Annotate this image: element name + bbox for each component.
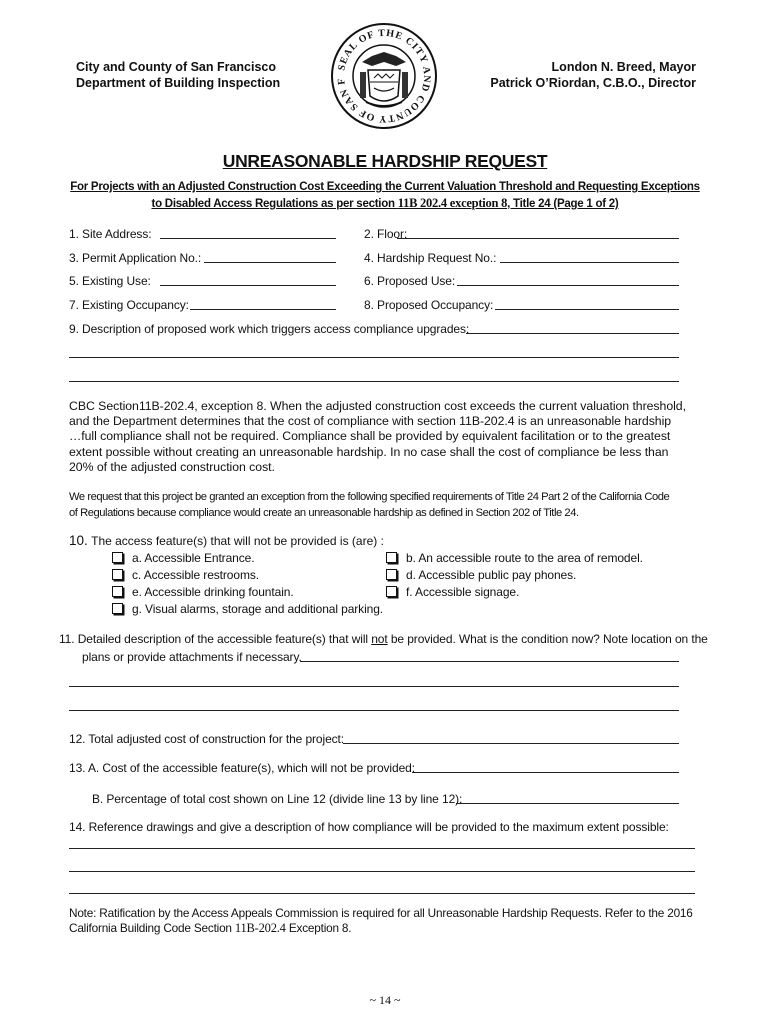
note-line-2 xyxy=(69,921,351,936)
request-line: of Regulations because compliance would create an unreasonable hardship as defined in Section 202 of Title 24. xyxy=(69,506,579,519)
city-seal-logo xyxy=(330,22,438,130)
page-number: ~ 14 ~ xyxy=(369,993,401,1007)
site-address-label: 1. Site Address: xyxy=(69,227,152,241)
q10-heading xyxy=(69,533,384,548)
option-d-label: d. Accessible public pay phones. xyxy=(406,568,577,582)
checkbox-icon[interactable] xyxy=(386,569,397,580)
svg-text:SEAL OF THE CITY AND COUNTY OF: SEAL OF THE CITY AND COUNTY OF SAN F xyxy=(335,27,433,125)
checkbox-icon[interactable] xyxy=(386,552,397,563)
option-g-label: g. Visual alarms, storage and additional parking. xyxy=(132,602,384,616)
percentage-field[interactable] xyxy=(456,803,679,804)
permit-application-label: 3. Permit Application No.: xyxy=(69,251,202,265)
note-text: California Building Code Section xyxy=(69,921,235,935)
work-description-label: 9. Description of proposed work which triggers access compliance upgrades: xyxy=(69,322,470,336)
total-cost-field[interactable] xyxy=(343,743,679,744)
proposed-use-field[interactable] xyxy=(457,285,679,286)
q13b-label: B. Percentage of total cost shown on Line 12 (divide line 13 by line 12): xyxy=(92,792,463,806)
option-a-label: a. Accessible Entrance. xyxy=(132,551,255,565)
option-c-label: c. Accessible restrooms. xyxy=(132,568,259,582)
note-text-end: Exception 8. xyxy=(285,921,352,935)
cbc-line: 20% of the adjusted construction cost. xyxy=(69,459,275,474)
header-mayor: London N. Breed, Mayor xyxy=(551,60,696,74)
permit-application-field[interactable] xyxy=(204,262,336,263)
q11-label-line-2: plans or provide attachments if necessary. xyxy=(82,650,302,664)
work-description-line-2[interactable] xyxy=(69,357,679,358)
q11-line-2[interactable] xyxy=(69,686,679,687)
option-e[interactable] xyxy=(112,585,294,599)
option-a[interactable] xyxy=(112,551,254,565)
option-f[interactable] xyxy=(386,585,519,599)
q11-text: 11. Detailed description of the accessible feature(s) that will xyxy=(59,632,372,646)
existing-use-field[interactable] xyxy=(160,285,336,286)
floor-label: 2. Floor: xyxy=(364,227,408,241)
q11-label xyxy=(59,632,708,646)
q12-label: 12. Total adjusted cost of construction for the project: xyxy=(69,732,345,746)
existing-use-label: 5. Existing Use: xyxy=(69,274,151,288)
q10-number: 10. xyxy=(69,533,88,548)
floor-field[interactable] xyxy=(397,238,679,239)
q14-line-2[interactable] xyxy=(69,871,695,872)
existing-occupancy-field[interactable] xyxy=(190,309,336,310)
feature-cost-field[interactable] xyxy=(412,772,679,773)
cbc-line: …full compliance shall not be required. Compliance shall be provided by equivalent facilitation or to the greatest xyxy=(69,429,671,444)
checkbox-icon[interactable] xyxy=(386,586,397,597)
proposed-occupancy-label: 8. Proposed Occupancy: xyxy=(364,298,494,312)
proposed-occupancy-field[interactable] xyxy=(495,309,679,310)
option-g[interactable] xyxy=(112,602,383,616)
header-agency-name: City and County of San Francisco xyxy=(76,60,277,74)
subtitle-page-ref: , Title 24 (Page 1 of 2) xyxy=(507,198,619,210)
option-e-label: e. Accessible drinking fountain. xyxy=(132,585,294,599)
q11-line-3[interactable] xyxy=(69,710,679,711)
hardship-request-field[interactable] xyxy=(500,262,679,263)
cbc-line: and the Department determines that the cost of compliance with section 11B-202.4 is an unreasonable hardship xyxy=(69,414,672,429)
q14-label: 14. Reference drawings and give a description of how compliance will be provided to the maximum extent possible: xyxy=(69,820,669,834)
proposed-use-label: 6. Proposed Use: xyxy=(364,274,456,288)
q10-label: The access feature(s) that will not be provided is (are) : xyxy=(91,534,384,548)
cbc-line: CBC Section11B-202.4, exception 8. When the adjusted construction cost exceeds the current valuation threshold, xyxy=(69,399,686,413)
q11-field[interactable] xyxy=(300,661,679,662)
option-c[interactable] xyxy=(112,568,259,582)
cbc-paragraph xyxy=(69,399,705,475)
q13a-label: 13. A. Cost of the accessible feature(s), which will not be provided: xyxy=(69,761,415,775)
q11-not: not xyxy=(371,632,388,646)
option-b[interactable] xyxy=(386,551,643,565)
option-f-label: f. Accessible signage. xyxy=(406,585,520,599)
existing-occupancy-label: 7. Existing Occupancy: xyxy=(69,298,189,312)
checkbox-icon[interactable] xyxy=(112,586,123,597)
header-director: Patrick O’Riordan, C.B.O., Director xyxy=(490,76,696,90)
note-section-ref: 11B-202.4 xyxy=(234,921,286,935)
request-paragraph xyxy=(69,490,709,521)
q14-line-3[interactable] xyxy=(69,893,695,894)
cbc-line: extent possible without creating an unreasonable hardship. In no case shall the cost of compliance be less than xyxy=(69,444,669,459)
checkbox-icon[interactable] xyxy=(112,552,123,563)
hardship-request-label: 4. Hardship Request No.: xyxy=(364,251,497,265)
q14-line-1[interactable] xyxy=(69,848,695,849)
work-description-field[interactable] xyxy=(466,333,679,334)
request-line: We request that this project be granted an exception from the following specified requirements of Title 24 Part 2 of the California Code xyxy=(69,491,670,503)
subtitle-section-ref: 11B 202.4 exception 8 xyxy=(397,196,508,210)
header-department-name: Department of Building Inspection xyxy=(76,76,281,90)
subtitle-line-1: For Projects with an Adjusted Construction Cost Exceeding the Current Valuation Threshold and Requesting Exceptions xyxy=(70,181,700,193)
subtitle-text: to Disabled Access Regulations as per section xyxy=(151,198,398,210)
page-title: UNREASONABLE HARDSHIP REQUEST xyxy=(222,151,548,171)
work-description-line-3[interactable] xyxy=(69,381,679,382)
site-address-field[interactable] xyxy=(160,238,336,239)
option-d[interactable] xyxy=(386,568,576,582)
note-line-1: Note: Ratification by the Access Appeals Commission is required for all Unreasonable Hardship Requests. Refer to the 2016 xyxy=(69,906,693,920)
option-b-label: b. An accessible route to the area of remodel. xyxy=(406,551,643,565)
checkbox-icon[interactable] xyxy=(112,603,123,614)
checkbox-icon[interactable] xyxy=(112,569,123,580)
subtitle-line-2 xyxy=(0,196,770,211)
q11-text-2: be provided. What is the condition now? Note location on the xyxy=(387,632,708,646)
